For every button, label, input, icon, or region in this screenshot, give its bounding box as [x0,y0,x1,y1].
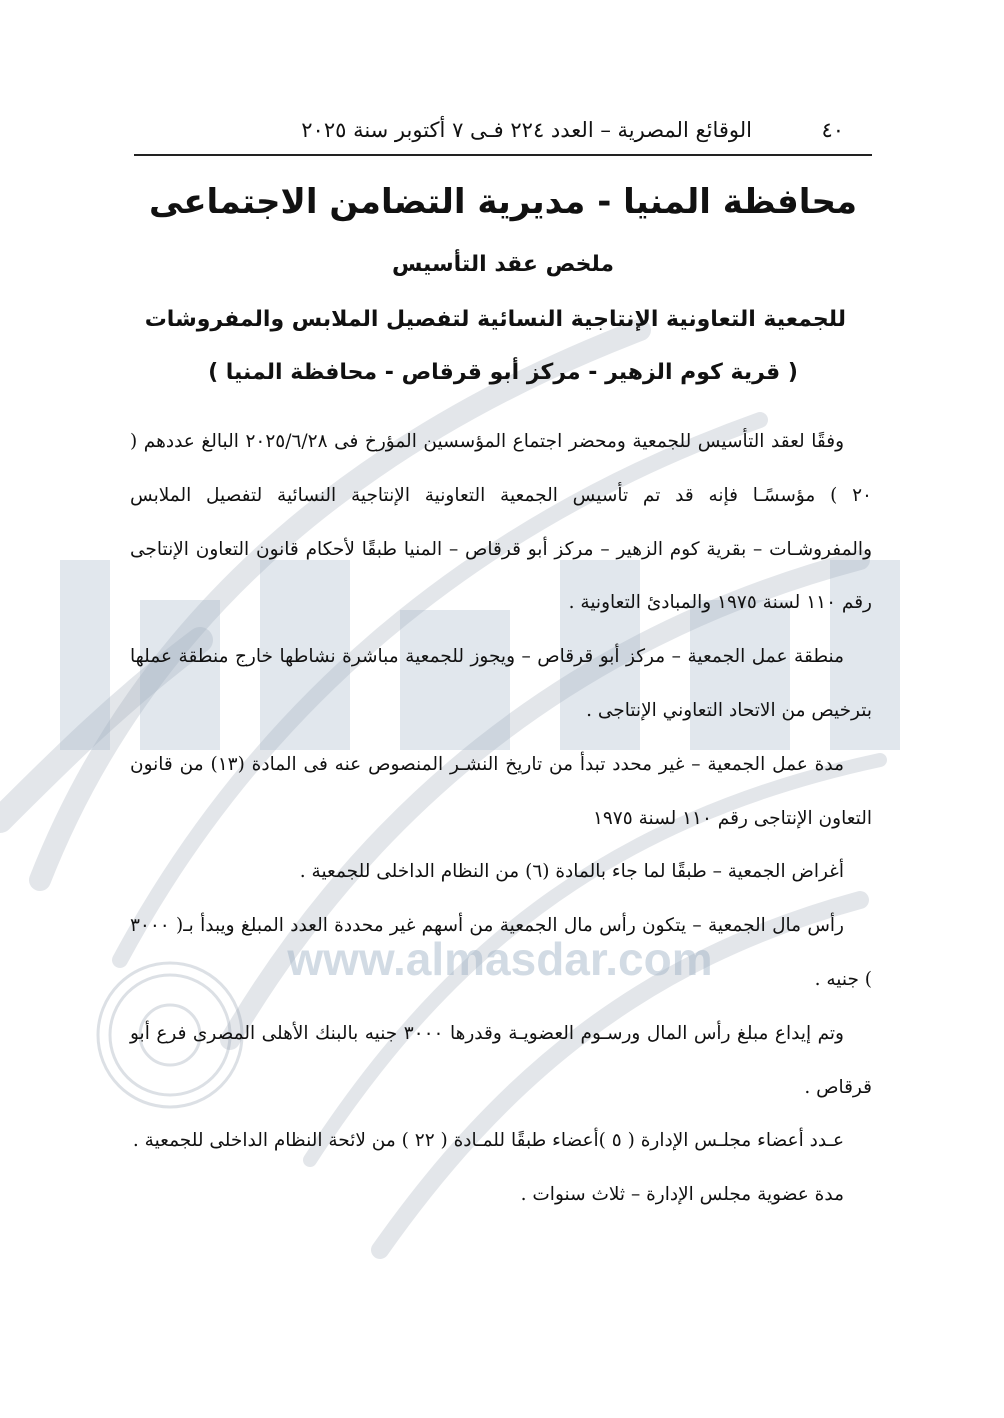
subtitle-location: ( قرية كوم الزهير - مركز أبو قرقاص - محافظة المنيا ) [208,360,798,385]
paragraph-founding: وفقًا لعقد التأسيس للجمعية ومحضر اجتماع المؤسسين المؤرخ فى ٢٠٢٥/٦/٢٨ البالغ عددهم ( ٢٠ ) مؤسسًـا فإنه قد تم تأسيس الجمعية التعاونية الإنتاجية النسائية لتفصيل الملابس والمفروشـات – بقرية كوم الزهير – مركز أبو قرقاص – المنيا طبقًا لأحكام قانون التعاون الإنتاجى رقم ١١٠ لسنة ١٩٧٥ والمبادئ التعاونية . [130,431,872,614]
paragraph-board-term: مدة عضوية مجلس الإدارة – ثلاث سنوات . [520,1184,844,1206]
paragraph-deposit: وتم إيداع مبلغ رأس المال ورسـوم العضويـة وقدرها ٣٠٠٠ جنيه بالبنك الأهلى المصرى فرع أبو قرقاص . [130,1022,872,1098]
running-header [134,112,872,152]
paragraph-board-members: عـدد أعضاء مجلـس الإدارة ( ٥ )أعضاء طبقًا للمـادة ( ٢٢ ) من لائحة النظام الداخلى للجمعية . [132,1130,844,1152]
watermark-url: www.almasdar.com [287,933,713,985]
header-title: الوقائع المصرية – العدد ٢٢٤ فـى ٧ أكتوبر سنة ٢٠٢٥ [301,118,752,142]
page-number: ٤٠ [821,118,844,142]
paragraph-purposes: أغراض الجمعية – طبقًا لما جاء بالمادة (٦) من النظام الداخلى للجمعية . [299,861,844,883]
header-divider [134,154,872,156]
paragraph-duration: مدة عمل الجمعية – غير محدد تبدأ من تاريخ النشـر المنصوص عنه فى المادة (١٣) من قانون التعاون الإنتاجى رقم ١١٠ لسنة ١٩٧٥ [130,753,872,829]
paragraph-capital: رأس مال الجمعية – يتكون رأس مال الجمعية من أسهم غير محددة العدد المبلغ ويبدأ بـ( ٣٠٠٠ ) جنيه . [130,915,872,990]
subtitle-summary: ملخص عقد التأسيس [391,252,615,277]
page-title: محافظة المنيا - مديرية التضامن الاجتماعى [148,182,858,222]
paragraph-work-area: منطقة عمل الجمعية – مركز أبو قرقاص – ويجوز للجمعية مباشرة نشاطها خارج منطقة عملها بترخيص من الاتحاد التعاوني الإنتاجى . [130,646,872,721]
subtitle-association: للجمعية التعاونية الإنتاجية النسائية لتفصيل الملابس والمفروشات [144,307,846,332]
article-body [130,415,872,1222]
